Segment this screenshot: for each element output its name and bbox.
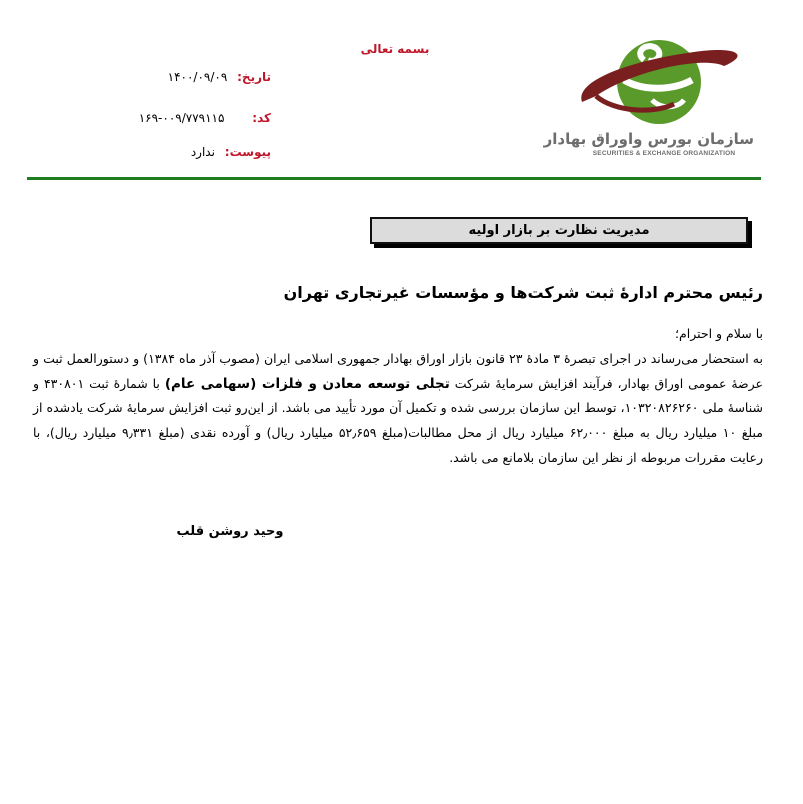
company-name: تجلی توسعه معادن و فلزات (سهامی عام) bbox=[164, 375, 450, 392]
invocation-heading: بسمه تعالی bbox=[360, 42, 430, 56]
body-paragraph bbox=[33, 347, 763, 471]
code-row bbox=[139, 111, 271, 125]
attachment-label: پیوست: bbox=[224, 145, 271, 159]
organization-logo bbox=[543, 30, 754, 165]
signatory-name: وحید روشن قلب bbox=[176, 524, 284, 539]
recipient-line: رئیس محترم ادارۀ ثبت شرکت‌ها و مؤسسات غیرتجاری تهران bbox=[283, 283, 763, 302]
code-value: ۰۰۹/۷۷۹۱۱۵-۱۶۹ bbox=[138, 111, 225, 125]
logo-name-fa: سازمان بورس واوراق بهادار bbox=[543, 130, 754, 148]
globe-ring-icon bbox=[574, 30, 754, 130]
body-part-2: با شمارۀ ثبت ۴۳۰۸۰۱ و شناسۀ ملی ۱۰۳۲۰۸۲۶۲۶۰، توسط این سازمان بررسی شده و تکمیل آن مورد تأیید می باشد. از این‌رو ثبت افزایش سرمایۀ شرکت یادشده از مبلغ ۱۰ میلیارد ریال به مبلغ ۶۲٫۰۰۰ میلیارد ریال از محل مطالبات(مبلغ ۵۲٫۶۵۹ میلیارد ریال) و آورده نقدی (مبلغ ۹٫۳۳۱ میلیارد ریال)، با رعایت مقررات مربوطه از نظر این سازمان بلامانع می باشد. bbox=[33, 375, 763, 465]
attachment-value: ندارد bbox=[190, 145, 215, 159]
date-label: تاریخ: bbox=[237, 70, 271, 84]
code-label: کد: bbox=[252, 111, 271, 125]
header-divider bbox=[27, 177, 761, 180]
date-row bbox=[168, 70, 271, 84]
letter-body bbox=[33, 322, 763, 471]
department-box: مدیریت نظارت بر بازار اولیه bbox=[370, 217, 748, 244]
body-part-1: به استحضار می‌رساند در اجرای تبصرۀ ۳ مادۀ ۲۳ قانون بازار اوراق بهادار جمهوری اسلامی ایران (مصوب آذر ماه ۱۳۸۴) و دستورالعمل ثبت و عرضۀ عمومی اوراق بهادار، فرآیند افزایش سرمایۀ شرکت bbox=[33, 350, 763, 391]
date-value: ۱۴۰۰/۰۹/۰۹ bbox=[167, 70, 228, 84]
logo-name-en: SECURITIES & EXCHANGE ORGANIZATION bbox=[592, 150, 736, 157]
attachment-row bbox=[191, 145, 271, 159]
greeting: با سلام و احترام؛ bbox=[675, 326, 763, 341]
